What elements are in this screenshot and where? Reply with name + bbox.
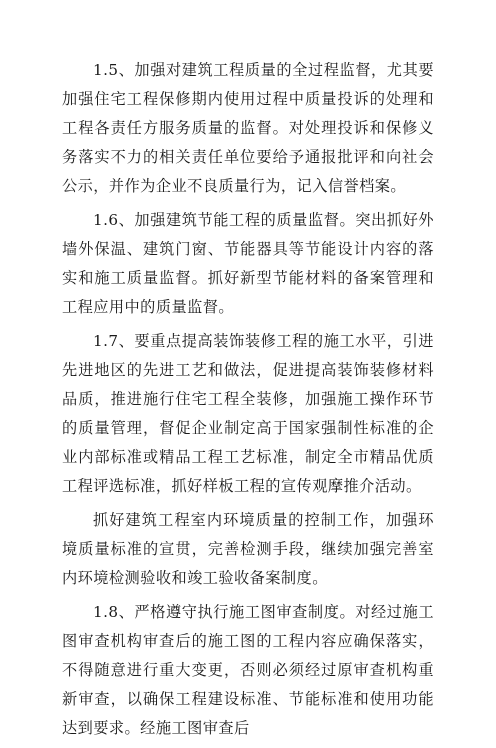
document-body	[62, 56, 434, 748]
paragraph-1-7: 1.7、要重点提高装饰装修工程的施工水平，引进先进地区的先进工艺和做法，促进提高装饰装修材料品质，推进施行住宅工程全装修，加强施工操作环节的质量管理，督促企业制定高于国家强制性标准的企业内部标准或精品工程工艺标准，制定全市精品优质工程评选标准，抓好样板工程的宣传观摩推介活动。	[62, 332, 434, 495]
paragraph-1-5: 1.5、加强对建筑工程质量的全过程监督，尤其要加强住宅工程保修期内使用过程中质量投诉的处理和工程各责任方服务质量的监督。对处理投诉和保修义务落实不力的相关责任单位要给予通报批评和向社会公示，并作为企业不良质量行为，记入信誉档案。	[62, 61, 434, 195]
paragraph-indoor-environment: 抓好建筑工程室内环境质量的控制工作，加强环境质量标准的宣贯，完善检测手段，继续加强完善室内环境检测验收和竣工验收备案制度。	[62, 511, 434, 587]
paragraph-1-8: 1.8、严格遵守执行施工图审查制度。对经过施工图审查机构审查后的施工图的工程内容应确保落实，不得随意进行重大变更，否则必须经过原审查机构重新审查，以确保工程建设标准、节能标准和使用功能达到要求。经施工图审查后	[62, 603, 434, 737]
paragraph-1-6: 1.6、加强建筑节能工程的质量监督。突出抓好外墙外保温、建筑门窗、节能器具等节能设计内容的落实和施工质量监督。抓好新型节能材料的备案管理和工程应用中的质量监督。	[62, 211, 434, 316]
